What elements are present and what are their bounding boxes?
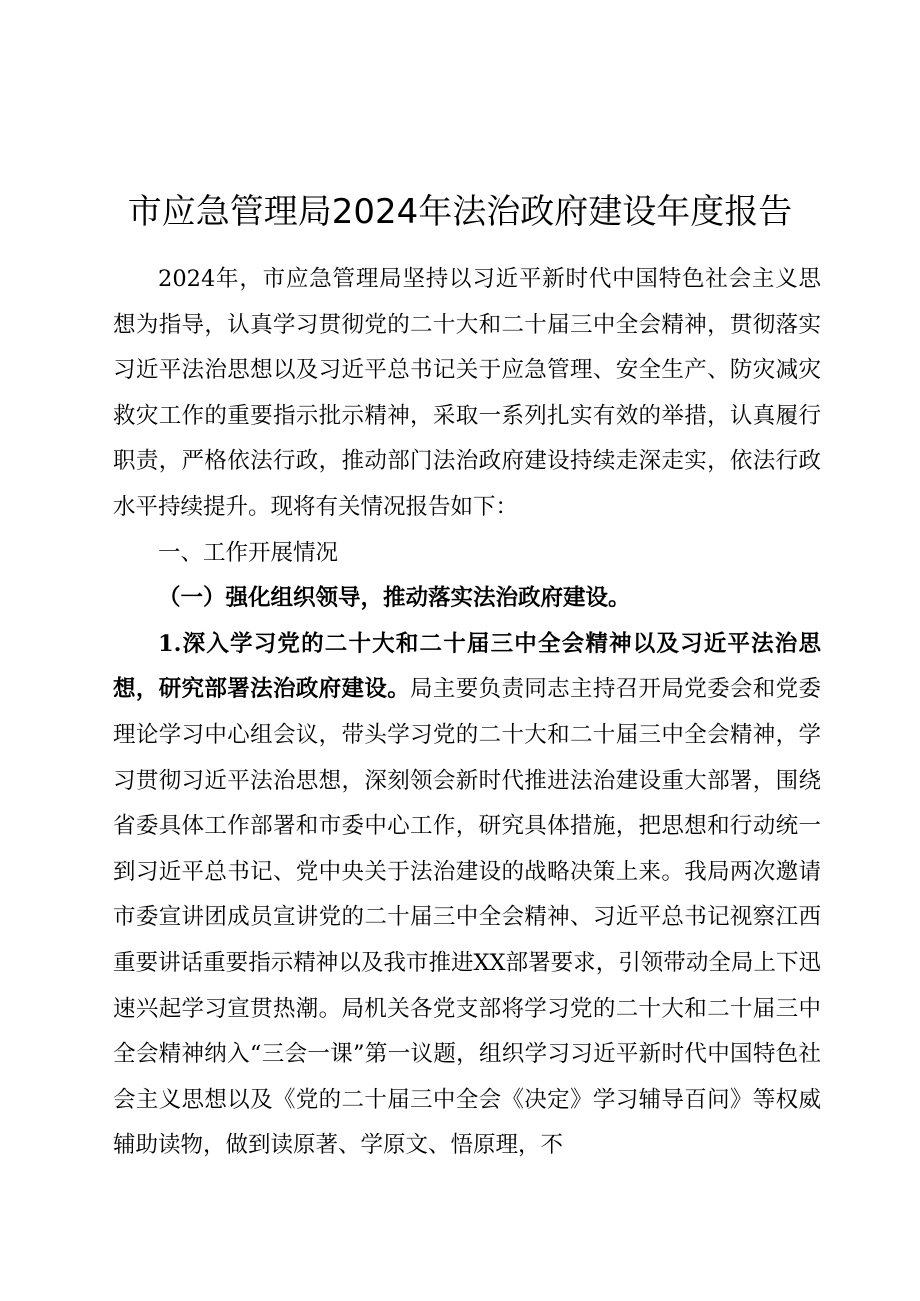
item-lead: 1.深入学习党的二十大和二十届三中全会精神以及习近平法治思想，研究部署法治政府建设。: [113, 630, 821, 703]
document-title: 市应急管理局2024年法治政府建设年度报告: [127, 191, 793, 232]
document-body: [113, 257, 821, 1169]
item-body: 局主要负责同志主持召开局党委会和党委理论学习中心组会议，带头学习党的二十大和二十届三中全会精神，学习贯彻习近平法治思想，深刻领会新时代推进法治建设重大部署，围绕省委具体工作部署和市委中心工作，研究具体措施，把思想和行动统一到习近平总书记、党中央关于法治建设的战略决策上来。我局两次邀请市委宣讲团成员宣讲党的二十届三中全会精神、习近平总书记视察江西重要讲话重要指示精神以及我市推进XX部署要求，引领带动全局上下迅速兴起学习宣贯热潮。局机关各党支部将学习党的二十大和二十届三中全会精神纳入“三会一课”第一议题，组织学习习近平新时代中国特色社会主义思想以及《党的二十届三中全会《决定》学习辅导百问》等权威辅助读物，做到读原著、学原文、悟原理，不: [113, 676, 821, 1159]
section-heading: 一、工作开展情况: [158, 539, 339, 566]
subsection-heading: （一）强化组织领导，推动落实法治政府建设。: [158, 585, 631, 612]
intro-paragraph: 2024年，市应急管理局坚持以习近平新时代中国特色社会主义思想为指导，认真学习贯彻党的二十大和二十届三中全会精神，贯彻落实习近平法治思想以及习近平总书记关于应急管理、安全生产、防灾减灾救灾工作的重要指示批示精神，采取一系列扎实有效的举措，认真履行职责，严格依法行政，推动部门法治政府建设持续走深走实，依法行政水平持续提升。现将有关情况报告如下：: [113, 266, 821, 520]
item-paragraph: [113, 622, 821, 1169]
